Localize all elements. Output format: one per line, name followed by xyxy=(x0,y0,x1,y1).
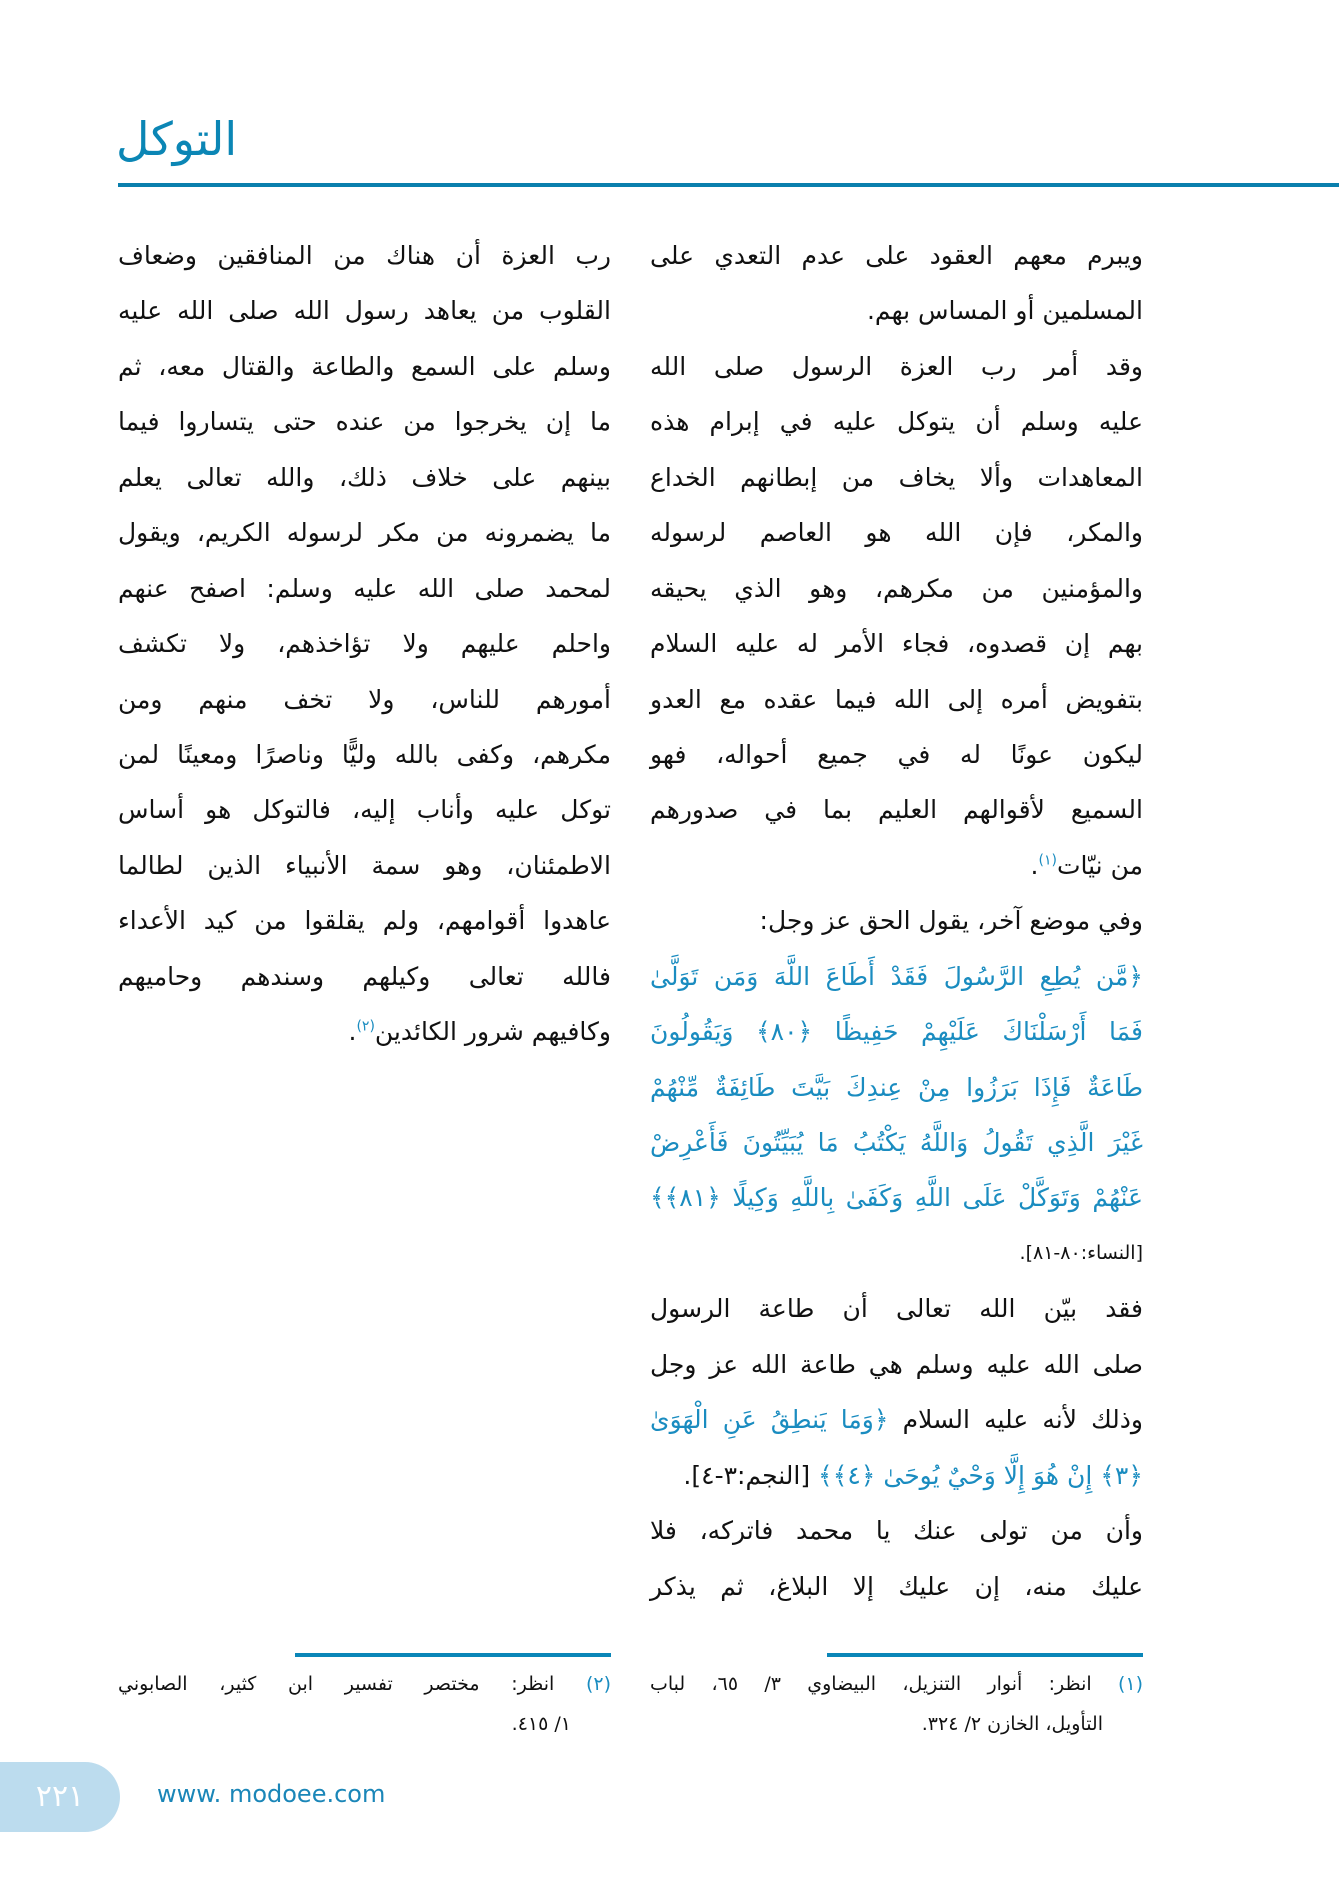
text-line xyxy=(650,505,1143,560)
quran-verse-text: غَيْرَ الَّذِي تَقُولُ وَاللَّهُ يَكْتُبُ مَا يُبَيِّتُونَ فَأَعْرِضْ xyxy=(650,1128,1143,1157)
text-line xyxy=(650,1337,1143,1392)
body-text: ما إن يخرجوا من عنده حتى يتساروا فيما xyxy=(118,407,611,437)
body-text: وفي موضع آخر، يقول الحق عز وجل: xyxy=(759,906,1143,936)
footnote-marker[interactable]: (١) xyxy=(1038,852,1057,869)
footnote-text: التأويل، الخازن ٢/ ٣٢٤. xyxy=(921,1713,1103,1735)
body-text: توكل عليه وأناب إليه، فالتوكل هو أساس xyxy=(118,795,611,825)
body-text: القلوب من يعاهد رسول الله صلى الله عليه xyxy=(118,296,611,326)
footnote-text: انظر: مختصر تفسير ابن كثير، الصابوني xyxy=(118,1673,555,1695)
body-text: الاطمئنان، وهو سمة الأنبياء الذين لطالما xyxy=(118,850,611,880)
body-text: ويبرم معهم العقود على عدم التعدي على xyxy=(650,241,1143,270)
text-line xyxy=(118,561,611,616)
body-text: عليه وسلم أن يتوكل عليه في إبرام هذه xyxy=(650,407,1143,437)
text-line xyxy=(650,949,1143,1004)
text-line xyxy=(118,1004,611,1059)
text-line xyxy=(118,450,611,505)
text-line xyxy=(118,394,611,449)
text-line xyxy=(118,228,611,283)
text-line xyxy=(650,838,1143,893)
body-text: من نيّات xyxy=(1056,850,1143,880)
footnote-1 xyxy=(650,1664,1143,1744)
text-line xyxy=(650,1004,1143,1059)
body-text: وأن من تولى عنك يا محمد فاتركه، فلا xyxy=(650,1516,1143,1546)
body-text: بينهم على خلاف ذلك، والله تعالى يعلم xyxy=(118,462,611,492)
text-line xyxy=(650,616,1143,671)
text-line xyxy=(118,838,611,893)
text-line xyxy=(118,283,611,338)
body-text: . xyxy=(348,1017,357,1047)
website-link[interactable]: www. modoee.com xyxy=(157,1780,386,1808)
text-line xyxy=(118,893,611,948)
text-line xyxy=(650,283,1143,338)
body-text: وكافيهم شرور الكائدين xyxy=(374,1017,611,1047)
text-line xyxy=(650,1060,1143,1115)
footnote-rule-right xyxy=(827,1653,1143,1657)
text-line xyxy=(118,505,611,560)
footnote-2 xyxy=(118,1664,611,1744)
body-text: ما يضمرونه من مكر لرسوله الكريم، ويقول xyxy=(118,518,611,548)
text-line xyxy=(650,1281,1143,1336)
text-line xyxy=(650,339,1143,394)
text-line xyxy=(650,893,1143,948)
body-text: السميع لأقوالهم العليم بما في صدورهم xyxy=(650,795,1143,825)
text-line xyxy=(118,616,611,671)
body-text: أمورهم للناس، ولا تخف منهم ومن xyxy=(118,684,611,714)
text-line xyxy=(650,1392,1143,1447)
body-text: وسلم على السمع والطاعة والقتال معه، ثم xyxy=(118,351,611,381)
footnote-rule-left xyxy=(295,1653,611,1657)
body-text: لمحمد صلى الله عليه وسلم: اصفح عنهم xyxy=(118,573,611,603)
left-text-column xyxy=(118,228,611,1060)
body-text: والمكر، فإن الله هو العاصم لرسوله xyxy=(650,518,1143,548)
body-text: رب العزة أن هناك من المنافقين وضعاف xyxy=(118,241,611,270)
quran-verse-text: ﴿٣﴾ إِنْ هُوَ إِلَّا وَحْيٌ يُوحَىٰ ﴿٤﴾﴾ xyxy=(818,1460,1143,1490)
text-line xyxy=(118,672,611,727)
body-text: فالله تعالى وكيلهم وسندهم وحاميهم xyxy=(118,961,611,991)
text-line xyxy=(650,394,1143,449)
body-text: [النساء:٨٠-٨١]. xyxy=(1019,1241,1143,1264)
body-text: وذلك لأنه عليه السلام xyxy=(888,1405,1143,1435)
body-text: . xyxy=(1030,850,1039,880)
footnote-number: (١) xyxy=(1117,1673,1143,1695)
text-line xyxy=(650,782,1143,837)
body-text: المسلمين أو المساس بهم. xyxy=(866,296,1143,326)
page-number: ٢٢١ xyxy=(0,1762,120,1832)
body-text: فقد بيّن الله تعالى أن طاعة الرسول xyxy=(650,1294,1143,1324)
text-line xyxy=(650,228,1143,283)
text-line xyxy=(650,1170,1143,1225)
text-line xyxy=(650,1115,1143,1170)
text-line xyxy=(650,672,1143,727)
body-text: عاهدوا أقوامهم، ولم يقلقوا من كيد الأعداء xyxy=(118,906,611,936)
text-line xyxy=(650,1448,1143,1503)
text-line xyxy=(650,561,1143,616)
right-text-column xyxy=(650,228,1143,1614)
quran-verse-text: فَمَا أَرْسَلْنَاكَ عَلَيْهِمْ حَفِيظًا ﴿٨٠﴾ وَيَقُولُونَ xyxy=(650,1017,1143,1047)
text-line xyxy=(650,450,1143,505)
text-line xyxy=(118,949,611,1004)
body-text: صلى الله عليه وسلم هي طاعة الله عز وجل xyxy=(650,1349,1143,1379)
body-text: عليك منه، إن عليك إلا البلاغ، ثم يذكر xyxy=(650,1571,1143,1601)
text-line xyxy=(650,727,1143,782)
quran-verse-text: ﴿مَّن يُطِعِ الرَّسُولَ فَقَدْ أَطَاعَ اللَّهَ وَمَن تَوَلَّىٰ xyxy=(650,961,1143,991)
body-text: مكرهم، وكفى بالله وليًّا وناصرًا ومعينًا لمن xyxy=(118,739,611,769)
body-text: وقد أمر رب العزة الرسول صلى الله xyxy=(650,351,1143,381)
footnote-number: (٢) xyxy=(585,1673,612,1695)
footnote-marker[interactable]: (٢) xyxy=(356,1018,375,1035)
text-line xyxy=(118,782,611,837)
body-text: واحلم عليهم ولا تؤاخذهم، ولا تكشف xyxy=(118,629,611,659)
quran-verse-text: عَنْهُمْ وَتَوَكَّلْ عَلَى اللَّهِ وَكَفَىٰ بِاللَّهِ وَكِيلًا ﴿٨١﴾﴾ xyxy=(650,1183,1143,1213)
text-line xyxy=(650,1503,1143,1558)
text-line xyxy=(650,1559,1143,1614)
body-text: المعاهدات وألا يخاف من إبطانهم الخداع xyxy=(650,462,1143,492)
header-rule xyxy=(118,183,1339,187)
text-line xyxy=(650,1226,1143,1281)
text-line xyxy=(118,339,611,394)
footnote-text: ١/ ٤١٥. xyxy=(511,1713,571,1735)
footnote-text: انظر: أنوار التنزيل، البيضاوي ٣/ ٦٥، لباب xyxy=(650,1673,1092,1695)
chapter-title: التوكل xyxy=(116,112,238,166)
text-line xyxy=(118,727,611,782)
body-text: [النجم:٣-٤]. xyxy=(683,1460,819,1490)
body-text: بهم إن قصدوه، فجاء الأمر له عليه السلام xyxy=(650,629,1143,659)
quran-verse-text: ﴿وَمَا يَنطِقُ عَنِ الْهَوَىٰ xyxy=(650,1405,889,1435)
body-text: بتفويض أمره إلى الله فيما عقده مع العدو xyxy=(650,684,1143,714)
quran-verse-text: طَاعَةٌ فَإِذَا بَرَزُوا مِنْ عِندِكَ بَيَّتَ طَائِفَةٌ مِّنْهُمْ xyxy=(650,1072,1143,1102)
body-text: والمؤمنين من مكرهم، وهو الذي يحيقه xyxy=(650,573,1143,603)
body-text: ليكون عونًا له في جميع أحواله، فهو xyxy=(650,739,1143,769)
